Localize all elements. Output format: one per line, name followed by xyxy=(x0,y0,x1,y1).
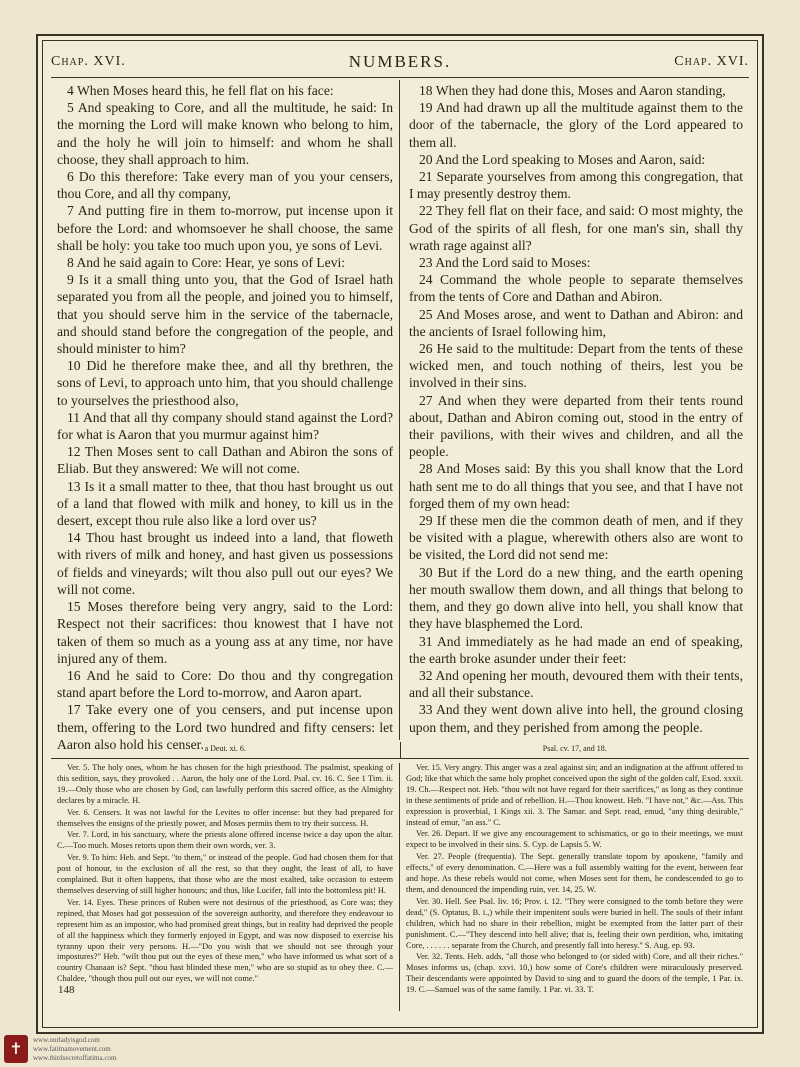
verse: 5 And speaking to Core, and all the multitude, he said: In the morning the Lord will make known who belong to him, and the holy he will join to himself: and whom he shall choose, they shall approach to him. xyxy=(57,100,393,167)
commentary-note: Ver. 26. Depart. If we give any encouragement to schismatics, or go to their meetings, we must expect to be involved in their sins. S. Cyp. de Lapsis 5. W. xyxy=(406,829,743,850)
verse: 31 And immediately as he had made an end of speaking, the earth broke asunder under their feet: xyxy=(409,633,743,666)
chapter-label-right: Chap. XVI. xyxy=(674,54,749,69)
verse: 32 And opening her mouth, devoured them with their tents, and all their substance. xyxy=(409,667,743,701)
cross-logo-icon: ✝ xyxy=(4,1035,28,1063)
commentary-note: Ver. 9. To him: Heb. and Sept. "to them," or instead of the people. God had chosen them for that post of honour, to the exclusion of all the rest, so that they ought, the least of all, to have complained. But it often happens, that those who are the most exalted, take occasion to esteem themselves deserving of still higher honours; and thus, like Lucifer, fall into the bottomless pit! H. xyxy=(57,853,393,895)
website-watermark xyxy=(4,1032,204,1066)
commentary-column-right xyxy=(400,763,749,1011)
verse: 12 Then Moses sent to call Dathan and Abiron the sons of Eliab. But they answered: We will not come. xyxy=(57,444,393,477)
watermark-url-3: www.thirdsecretoffatima.com xyxy=(33,1053,117,1062)
commentary-note: Ver. 7. Lord, in his sanctuary, where the priests alone offered incense twice a day upon the altar. C.—Too much. Moses retorts upon them their own words, ver. 3. xyxy=(57,830,393,851)
watermark-urls xyxy=(33,1036,116,1063)
verse: 29 If these men die the common death of men, and if they be visited with a plague, wherewith others also are wont to be visited, the Lord did not send me: xyxy=(409,513,743,563)
book-title: NUMBERS. xyxy=(348,52,452,71)
commentary-note: Ver. 5. The holy ones, whom he has chosen for the high priesthood. The psalmist, speaking of this sedition, says, they provoked . . Aaron, the holy one of the Lord. Psal. cv. 16. C. See 1 Tim. ii. 19.—Only those who are chosen by God, can lawfully perform this sacred office, as the Almighty declares by a miracle. H. xyxy=(57,763,393,805)
verse: 4 When Moses heard this, he fell flat on his face: xyxy=(67,83,334,98)
cross-reference-row xyxy=(51,742,749,759)
scripture-column-right xyxy=(400,80,749,740)
commentary-note: Ver. 27. People (frequentia). The Sept. generally translate topom by aposkene, "family and effects," of every denomination. C.—Here was a full assembly waiting for the event, between fear and hope. As these rebels would not come, when Moses sent for them, he condescended to go to them, and denounced the impending ruin, ver. 14, 25. W. xyxy=(406,852,743,894)
commentary-column-left xyxy=(51,763,400,1011)
page-inner-border xyxy=(42,40,758,1028)
verse: 9 Is it a small thing unto you, that the God of Israel hath separated you from all the people, and joined you to himself, that you should serve him in the service of the tabernacle, and should stand before the congregation of the people, and should minister to him? xyxy=(57,272,393,357)
verse: 33 And they went down alive into hell, the ground closing upon them, and they perished from among the people. xyxy=(409,702,743,735)
chapter-label-left: Chap. XVI. xyxy=(51,54,126,69)
verse: 15 Moses therefore being very angry, said to the Lord: Respect not their sacrifices: thou knowest that I have not taken of them so much as a young ass at any time, nor have injured any of them. xyxy=(57,599,393,666)
commentary-note: Ver. 32. Tents. Heb. adds, "all those who belonged to (or sided with) Core, and all their riches." Moses informs us, (chap. xxvi. 10,) how some of Core's children were miraculously preserved. Their descendants were appointed by David to sing and to guard the doors of the temple, 1 Par. ix. 19. C.—Samuel was of the same family. 1 Par. vi. 33. T. xyxy=(406,952,743,995)
commentary-note: Ver. 30. Hell. See Psal. liv. 16; Prov. i. 12. "They were consigned to the tomb before they were dead," (S. Optatus, B. i.,) while their impenitent souls were buried in hell. The souls of their infant children, which had no share in their rebellion, might be exempted from the latter part of their punishment. C.—"They descend into hell alive; that is, feeling their own perdition, who, imitating Core, . . . . . . separate from the Church, and presently fall into heresy." S. Aug. ep. 93. xyxy=(406,896,743,950)
verse: 30 But if the Lord do a new thing, and the earth opening her mouth swallow them down, and all things that belong to them, and they go down alive into hell, you shall know that they have blasphemed the Lord. xyxy=(409,564,743,632)
verse: 25 And Moses arose, and went to Dathan and Abiron: and the ancients of Israel following him, xyxy=(409,306,743,339)
verse: 21 Separate yourselves from among this congregation, that I may presently destroy them. xyxy=(409,169,743,202)
verse: 19 And had drawn up all the multitude against them to the door of the tabernacle, the glory of the Lord appeared to them all. xyxy=(409,100,743,150)
verse: 8 And he said again to Core: Hear, ye sons of Levi: xyxy=(67,255,346,271)
verse: 6 Do this therefore: Take every man of you your censers, thou Core, and all thy company, xyxy=(57,169,393,202)
verse: 24 Command the whole people to separate themselves from the tents of Core and Dathan and Abiron. xyxy=(409,272,743,305)
verse: 10 Did he therefore make thee, and all thy brethren, the sons of Levi, to approach unto him, that you should challenge to yourselves the priesthood also, xyxy=(57,358,394,408)
verse: 18 When they had done this, Moses and Aaron standing, xyxy=(419,83,726,98)
page-number: 148 xyxy=(58,984,75,996)
commentary-note: Ver. 14. Eyes. These princes of Ruben were not desirous of the priesthood, as Core was; they repined, that Moses had got possession of the sovereign authority, and therefore they endeavour to represent him as an impostor, who had promised great things, but in reality had deprived the people of all the happiness which they formerly enjoyed in Egypt, and was now disposed to exercise his tyranny upon their very persons. H.—"Do you wish that we should not see through your impostures?" Heb. "wilt thou put out the eyes of these men," who have informed us what sort of a country Chanaan is? Sept. "thou hast blinded these men," who are so stupid as to obey thee. C.—Chaldee, "though thou pull out our eyes, we will not come." xyxy=(57,897,393,984)
commentary-note: Ver. 6. Censers. It was not lawful for the Levites to offer incense: but they had prepared for themselves the ensigns of the priestly power, and Moses permits them to try their success. H. xyxy=(57,807,393,828)
commentary-section xyxy=(51,763,749,1011)
verse: 28 And Moses said: By this you shall know that the Lord hath sent me to do all things that you see, and that I have not forged them of my own head: xyxy=(409,461,743,511)
commentary-note: Ver. 15. Very angry. This anger was a zeal against sin; and an indignation at the affront offered to God; like that which the same holy prophet conceived upon the sight of the golden calf, Exod. xxxii. 19. Ch.—Respect not. Heb. "thou wilt not have regard for their sacrifices," as long as they continue in these sentiments of pride and of rebellion. H.—Thou knowest. Heb. "I have not," &c.—Ass. This expression is proverbial, 1 Kings xii. 3. The Samar. and Sept. read, emud, "any thing desirable," instead of emur, "an ass." C. xyxy=(406,763,743,827)
verse: 13 Is it a small matter to thee, that thou hast brought us out of a land that flowed with milk and honey, to kill us in the desert, except thou rule also like a lord over us? xyxy=(57,478,393,529)
verse: 14 Thou hast brought us indeed into a land, that floweth with rivers of milk and honey, and hast given us possessions of fields and vineyards; wilt thou also pull out our eyes? We will not come. xyxy=(57,530,393,597)
bible-page xyxy=(36,34,764,1034)
page-header xyxy=(51,47,749,78)
cross-reference-left: a Deut. xi. 6. xyxy=(51,742,401,758)
verse: 17 Take every one of you censers, and put incense upon them, offering to the Lord two hundred and fifty censers: let Aaron also hold his censer. xyxy=(57,702,393,752)
verse: 20 And the Lord speaking to Moses and Aaron, said: xyxy=(419,151,706,167)
cross-reference-right: Psal. cv. 17, and 18. xyxy=(542,744,607,753)
verse: 27 And when they were departed from their tents round about, Dathan and Abiron coming out, stood in the entry of their pavilions, with their wives and children, and all the people. xyxy=(409,392,743,460)
verse: 23 And the Lord said to Moses: xyxy=(419,255,591,271)
watermark-url-1: www.ourladyisgod.com xyxy=(33,1035,100,1044)
verse: 11 And that all thy company should stand against the Lord? for what is Aaron that you murmur against him? xyxy=(57,409,393,443)
watermark-url-2: www.fatimamovement.com xyxy=(33,1044,111,1053)
verse: 26 He said to the multitude: Depart from the tents of these wicked men, and touch nothing of theirs, lest you be involved in their sins. xyxy=(409,341,743,391)
verse: 22 They fell flat on their face, and said: O most mighty, the God of the spirits of all flesh, for one man's sin, shall thy wrath rage against all? xyxy=(409,203,743,253)
verse: 7 And putting fire in them to-morrow, put incense upon it before the Lord: and whomsoever he shall choose, the same shall be holy: you take too much upon you, ye sons of Levi. xyxy=(57,203,393,253)
verse: 16 And he said to Core: Do thou and thy congregation stand apart before the Lord to-morrow, and Aaron apart. xyxy=(57,667,393,701)
